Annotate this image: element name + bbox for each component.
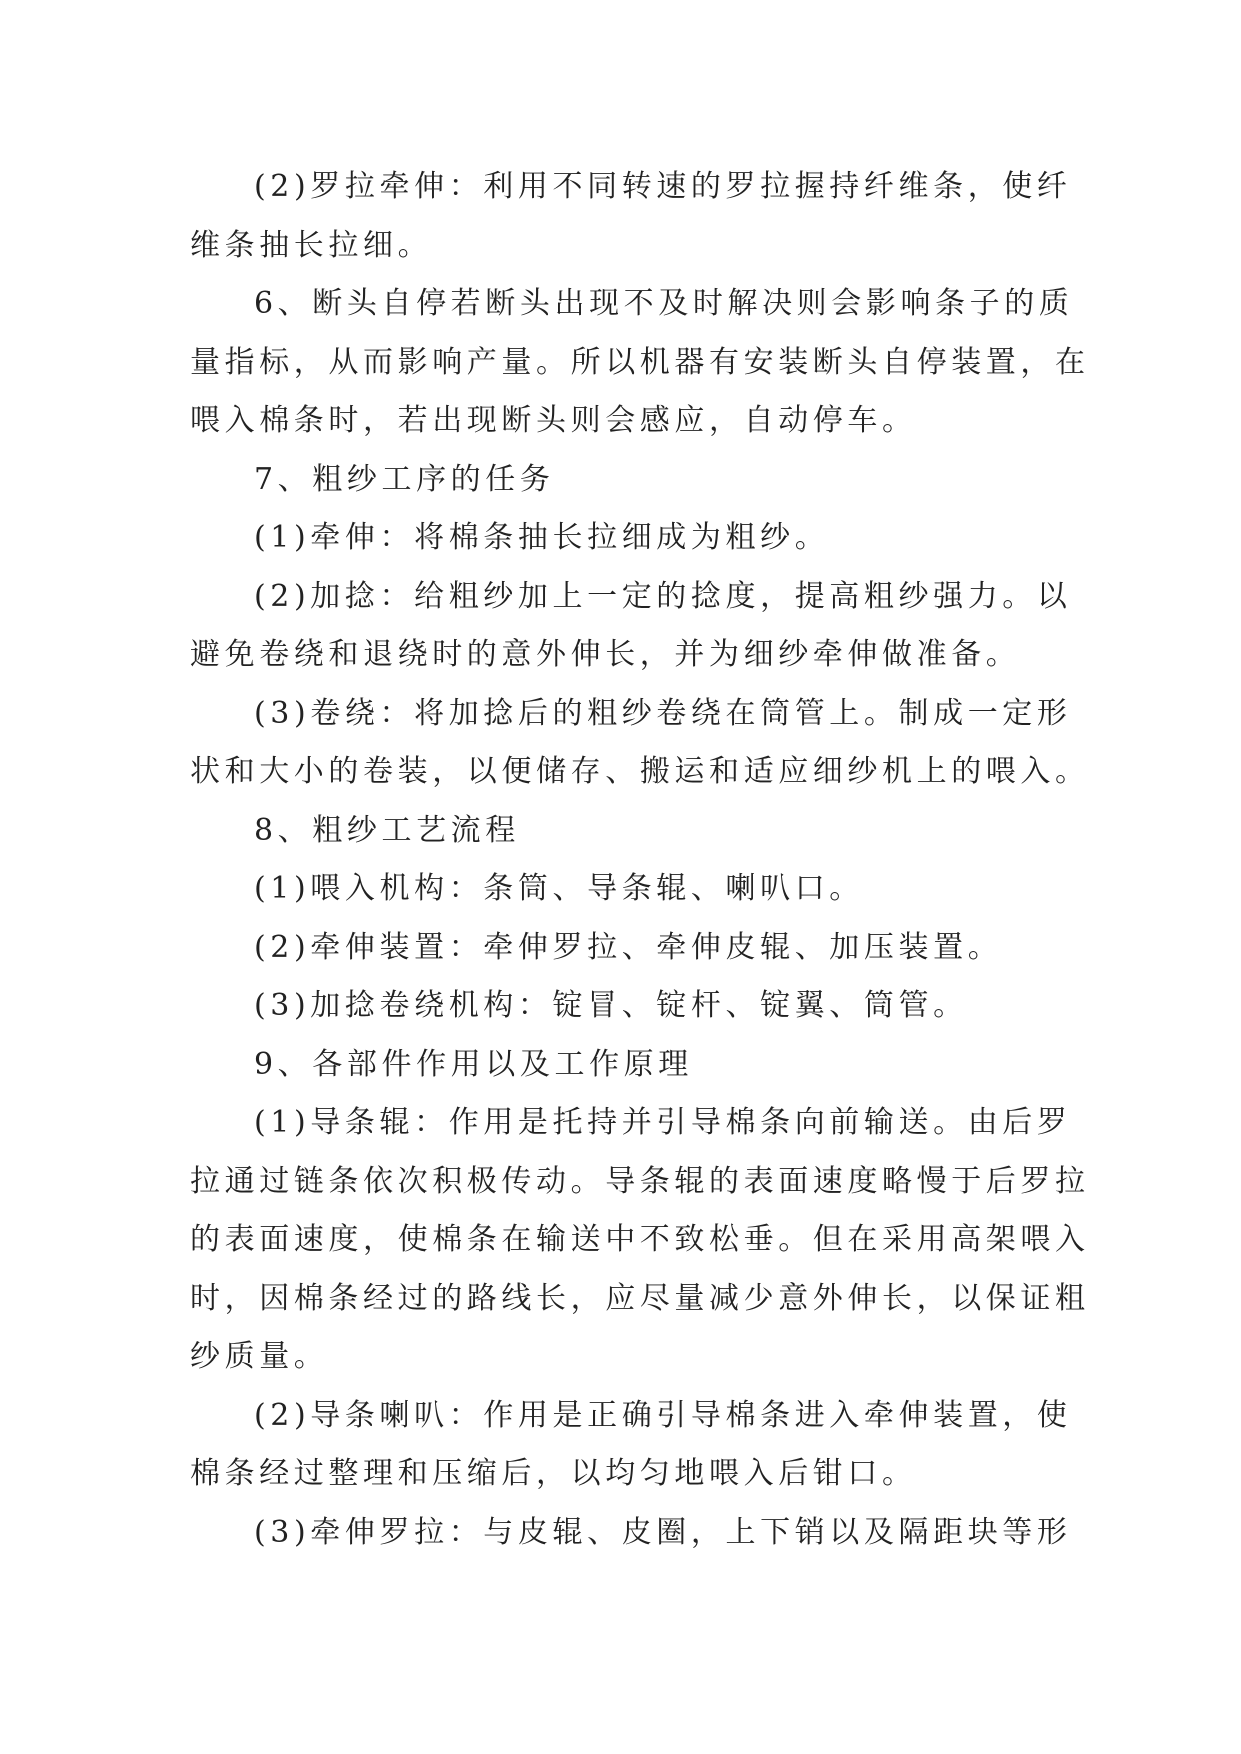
text-line: 避免卷绕和退绕时的意外伸长，并为细纱牵伸做准备。 [190, 637, 1021, 672]
text-line: (3)加捻卷绕机构：锭冒、锭杆、锭翼、筒管。 [254, 988, 968, 1023]
text-line: (1)牵伸：将棉条抽长拉细成为粗纱。 [254, 520, 830, 555]
text-line: 拉通过链条依次积极传动。导条辊的表面速度略慢于后罗拉 [190, 1163, 1090, 1199]
section-heading: 6、断头自停若断头出现不及时解决则会影响条子的质 [254, 286, 1074, 321]
text-line: 棉条经过整理和压缩后，以均匀地喂入后钳口。 [190, 1456, 917, 1491]
section-heading: 7、粗纱工序的任务 [254, 461, 555, 497]
text-line: (1)喂入机构：条筒、导条辊、喇叭口。 [254, 871, 864, 906]
text-line: (2)罗拉牵伸：利用不同转速的罗拉握持纤维条，使纤 [254, 169, 1072, 204]
text-line: (2)加捻：给粗纱加上一定的捻度，提高粗纱强力。以 [254, 578, 1072, 614]
text-line: 喂入棉条时，若出现断头则会感应，自动停车。 [190, 403, 917, 438]
text-line: (2)牵伸装置：牵伸罗拉、牵伸皮辊、加压装置。 [254, 929, 1003, 965]
text-line: (2)导条喇叭：作用是正确引导棉条进入牵伸装置，使 [254, 1397, 1072, 1433]
text-line: (1)导条辊：作用是托持并引导棉条向前输送。由后罗 [254, 1105, 1072, 1140]
text-line: (3)卷绕：将加捻后的粗纱卷绕在筒管上。制成一定形 [254, 695, 1072, 731]
section-heading: 9、各部件作用以及工作原理 [254, 1046, 693, 1082]
text-line: 量指标，从而影响产量。所以机器有安装断头自停装置，在 [190, 344, 1090, 380]
document-body [190, 158, 1090, 1562]
text-line: 状和大小的卷装，以便储存、搬运和适应细纱机上的喂入。 [190, 754, 1090, 789]
text-line: 纱质量。 [190, 1339, 329, 1374]
section-heading: 8、粗纱工艺流程 [254, 812, 520, 848]
text-line: 时，因棉条经过的路线长，应尽量减少意外伸长，以保证粗 [190, 1280, 1090, 1316]
text-line: 的表面速度，使棉条在输送中不致松垂。但在采用高架喂入 [190, 1222, 1090, 1257]
text-line: 维条抽长拉细。 [190, 227, 433, 263]
text-line: (3)牵伸罗拉：与皮辊、皮圈，上下销以及隔距块等形 [254, 1514, 1072, 1550]
